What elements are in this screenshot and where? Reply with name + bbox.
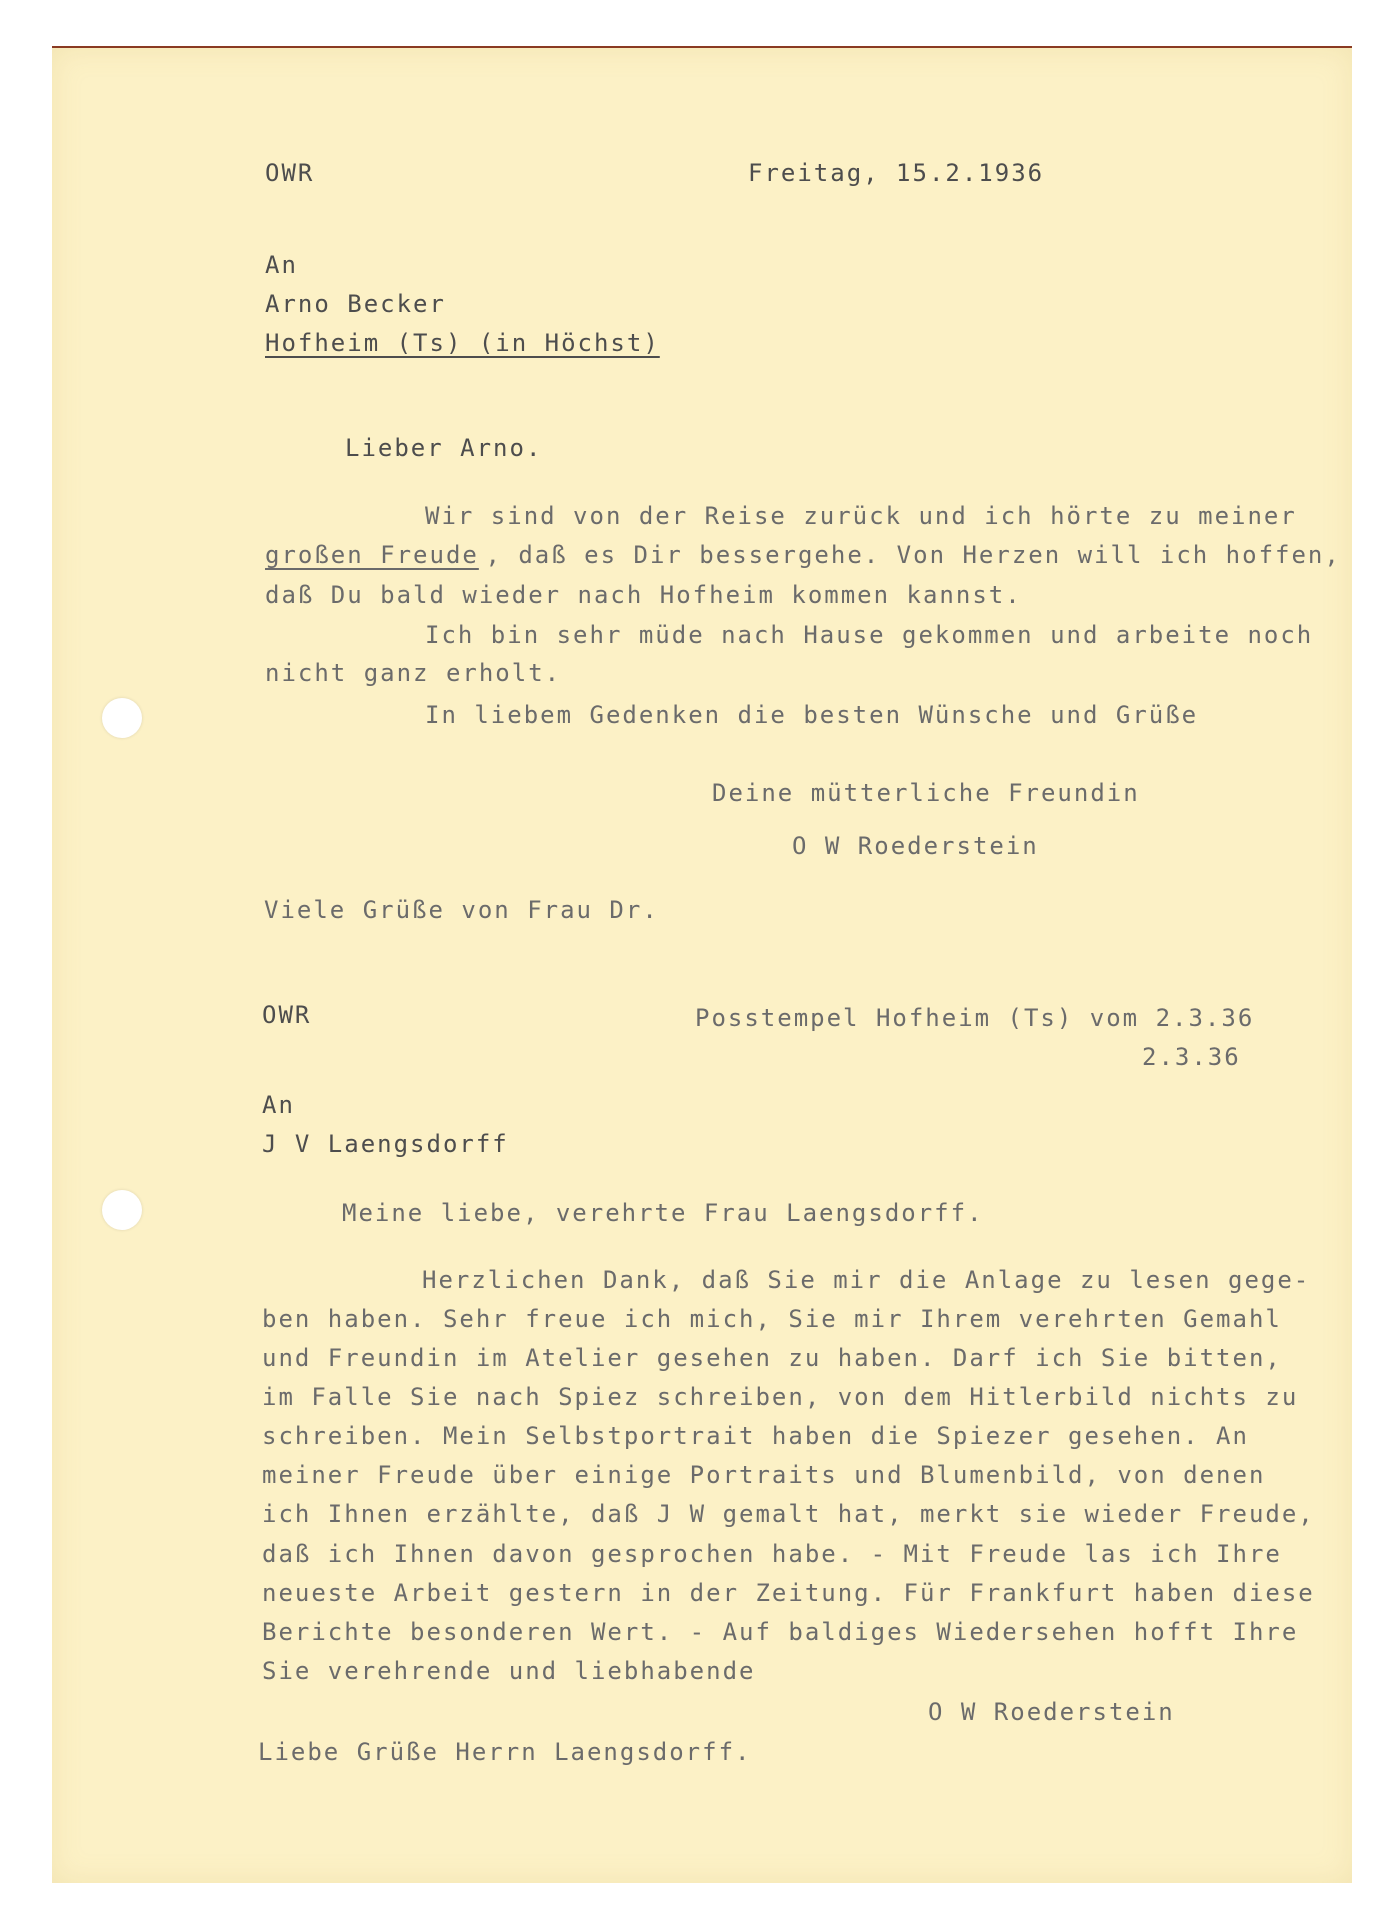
letter2-body-line6: meiner Freude über einige Portraits und Blumenbild, von denen — [262, 1461, 1266, 1489]
letter1-body-underlined-phrase: großen Freude — [265, 541, 479, 569]
letter1-closing: Deine mütterliche Freundin — [712, 779, 1140, 807]
letter1-body-line4: Ich bin sehr müde nach Hause gekommen und arbeite noch — [425, 621, 1314, 649]
letter2-postscript: Liebe Grüße Herrn Laengsdorff. — [258, 1738, 752, 1766]
letter1-recipient-line1: An — [265, 251, 298, 279]
letter2-body-line1: Herzlichen Dank, daß Sie mir die Anlage zu lesen gege- — [422, 1266, 1311, 1294]
letter1-salutation: Lieber Arno. — [345, 434, 543, 462]
letter1-body-line5: nicht ganz erholt. — [265, 659, 562, 687]
letter2-sender: OWR — [262, 1001, 312, 1029]
letter2-body-line5: schreiben. Mein Selbstportrait haben die Spiezer gesehen. An — [262, 1422, 1249, 1450]
letter2-body-line9: neueste Arbeit gestern in der Zeitung. Für Frankfurt haben diese — [262, 1579, 1315, 1607]
letter2-body-line11: Sie verehrende und liebhabende — [262, 1657, 756, 1685]
letter1-body-line2-rest: , daß es Dir bessergehe. Von Herzen will ich hoffen, — [469, 541, 1341, 569]
letter2-signature: O W Roederstein — [928, 1698, 1175, 1726]
letter1-body-line6: In liebem Gedenken die besten Wünsche und Grüße — [425, 701, 1199, 729]
letter2-recipient-line1: An — [262, 1091, 295, 1119]
letter1-sender: OWR — [265, 159, 315, 187]
letter2-postmark: Posstempel Hofheim (Ts) vom 2.3.36 — [695, 1004, 1255, 1032]
letter2-body-line8: daß ich Ihnen davon gesprochen habe. - Mit Freude las ich Ihre — [262, 1540, 1282, 1568]
letter1-signature: O W Roederstein — [792, 832, 1039, 860]
letter2-body-line3: und Freundin im Atelier gesehen zu haben. Darf ich Sie bitten, — [262, 1344, 1282, 1372]
punch-hole-upper — [102, 698, 142, 738]
letter2-postmark-date2: 2.3.36 — [1142, 1043, 1241, 1071]
letter1-postscript: Viele Grüße von Frau Dr. — [264, 896, 659, 924]
letter1-recipient-name: Arno Becker — [265, 290, 446, 318]
punch-hole-lower — [102, 1190, 142, 1230]
letter1-body-line1: Wir sind von der Reise zurück und ich hörte zu meiner — [425, 502, 1297, 530]
letter2-recipient-name: J V Laengsdorff — [262, 1130, 509, 1158]
letter2-body-line2: ben haben. Sehr freue ich mich, Sie mir Ihrem verehrten Gemahl — [262, 1305, 1282, 1333]
letter2-body-line10: Berichte besonderen Wert. - Auf baldiges Wiedersehen hofft Ihre — [262, 1618, 1299, 1646]
letter2-body-line4: im Falle Sie nach Spiez schreiben, von dem Hitlerbild nichts zu — [262, 1383, 1299, 1411]
letter1-date: Freitag, 15.2.1936 — [748, 159, 1045, 187]
letter2-body-line7: ich Ihnen erzählte, daß J W gemalt hat, merkt sie wieder Freude, — [262, 1500, 1315, 1528]
letter1-recipient-place: Hofheim (Ts) (in Höchst) — [265, 329, 660, 357]
letter1-body-line3: daß Du bald wieder nach Hofheim kommen kannst. — [265, 581, 1022, 609]
letter2-salutation: Meine liebe, verehrte Frau Laengsdorff. — [342, 1199, 984, 1227]
